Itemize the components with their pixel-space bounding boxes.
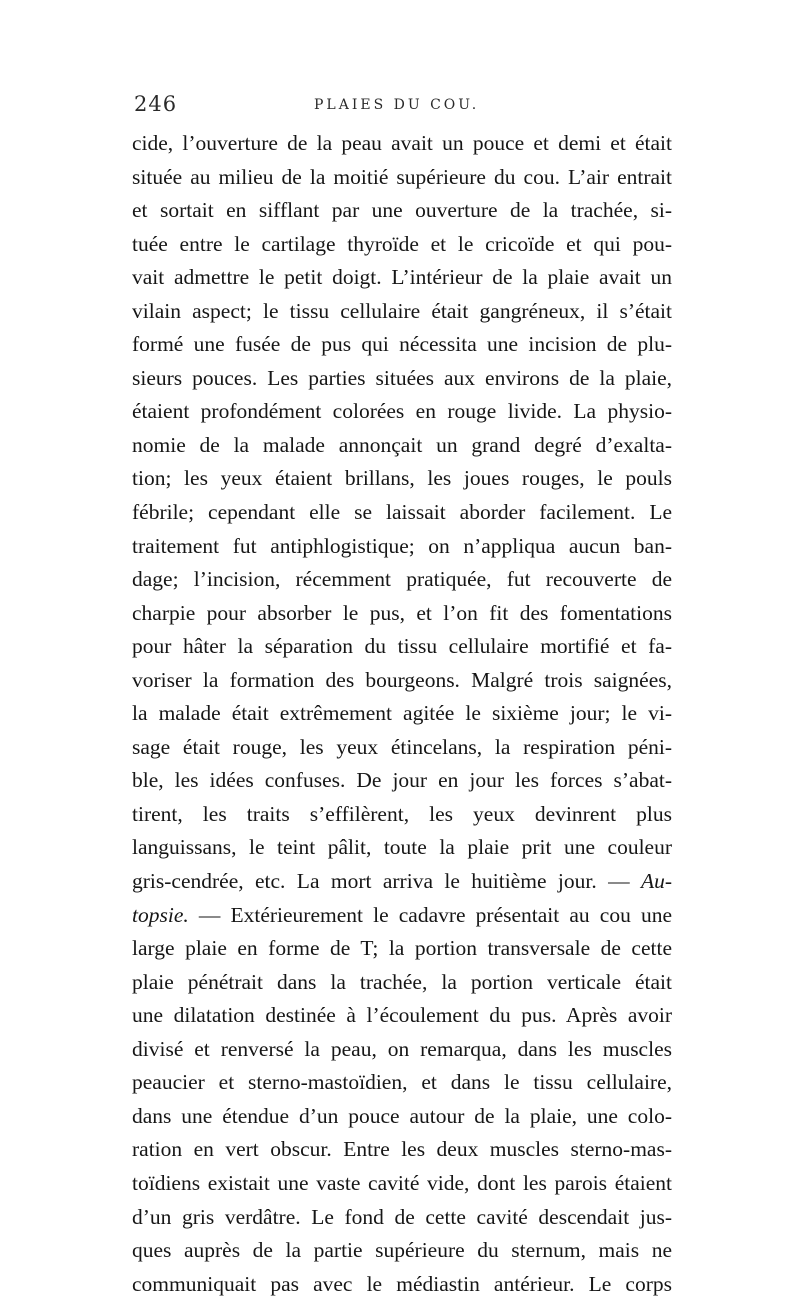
text-line: étaient profondément colorées en rouge livide. La physio- (132, 399, 672, 424)
text-line: traitement fut antiphlogistique; on n’appliqua aucun ban- (132, 533, 672, 558)
text-line: fébrile; cependant elle se laissait aborder facilement. Le (132, 500, 672, 525)
text-line: vait admettre le petit doigt. L’intérieur de la plaie avait un (132, 265, 672, 290)
text-line: toïdiens existait une vaste cavité vide, dont les parois étaient (132, 1170, 672, 1195)
text-line: languissans, le teint pâlit, toute la plaie prit une couleur (132, 835, 672, 860)
text-line: pour hâter la séparation du tissu cellulaire mortifié et fa- (132, 634, 672, 659)
text-line: la malade était extrêmement agitée le sixième jour; le vi- (132, 701, 672, 726)
text-line: tirent, les traits s’effilèrent, les yeux devinrent plus (132, 801, 672, 826)
text-line-with-italic (132, 899, 672, 933)
text-line: charpie pour absorber le pus, et l’on fit des fomentations (132, 600, 672, 625)
text-line: formé une fusée de pus qui nécessita une incision de plu- (132, 332, 672, 357)
text-line: nomie de la malade annonçait un grand degré d’exalta- (132, 432, 672, 457)
text-line: d’un gris verdâtre. Le fond de cette cavité descendait jus- (132, 1204, 672, 1229)
text-line: et sortait en sifflant par une ouverture de la trachée, si- (132, 198, 672, 223)
running-head (134, 92, 668, 118)
text-line: peaucier et sterno-mastoïdien, et dans le tissu cellulaire, (132, 1070, 672, 1095)
text-line: communiquait pas avec le médiastin antérieur. Le corps (132, 1271, 672, 1296)
body-text (132, 127, 672, 1301)
text-line: ration en vert obscur. Entre les deux muscles sterno-mas- (132, 1137, 672, 1162)
text-line: large plaie en forme de T; la portion transversale de cette (132, 936, 672, 961)
text-line: une dilatation destinée à l’écoulement du pus. Après avoir (132, 1003, 672, 1028)
text-line: sage était rouge, les yeux étincelans, la respiration péni- (132, 734, 672, 759)
text-line: ble, les idées confuses. De jour en jour les forces s’abat- (132, 768, 672, 793)
text-segment: gris-cendrée, etc. La mort arriva le huitième jour. — (132, 869, 641, 894)
text-line: dans une étendue d’un pouce autour de la plaie, une colo- (132, 1103, 672, 1128)
text-line: ques auprès de la partie supérieure du sternum, mais ne (132, 1238, 672, 1263)
text-line: plaie pénétrait dans la trachée, la portion verticale était (132, 969, 672, 994)
italic-term: Au- (640, 869, 672, 894)
page-number: 246 (134, 92, 178, 116)
text-line: cide, l’ouverture de la peau avait un pouce et demi et était (132, 131, 672, 155)
text-line: tion; les yeux étaient brillans, les joues rouges, le pouls (132, 466, 672, 491)
italic-term: topsie. (132, 902, 189, 927)
text-line: voriser la formation des bourgeons. Malgré trois saignées, (132, 667, 672, 692)
running-title: PLAIES DU COU. (314, 97, 480, 113)
text-line: située au milieu de la moitié supérieure du cou. L’air entrait (132, 164, 672, 189)
text-line-with-italic (132, 865, 672, 899)
text-line: divisé et renversé la peau, on remarqua, dans les muscles (132, 1036, 672, 1061)
text-segment: — Extérieurement le cadavre présentait au cou une (188, 902, 672, 927)
text-line: tuée entre le cartilage thyroïde et le cricoïde et qui pou- (132, 231, 672, 256)
text-line: dage; l’incision, récemment pratiquée, fut recouverte de (132, 567, 672, 592)
text-line: vilain aspect; le tissu cellulaire était gangréneux, il s’était (132, 298, 672, 323)
text-line: sieurs pouces. Les parties situées aux environs de la plaie, (132, 365, 672, 390)
